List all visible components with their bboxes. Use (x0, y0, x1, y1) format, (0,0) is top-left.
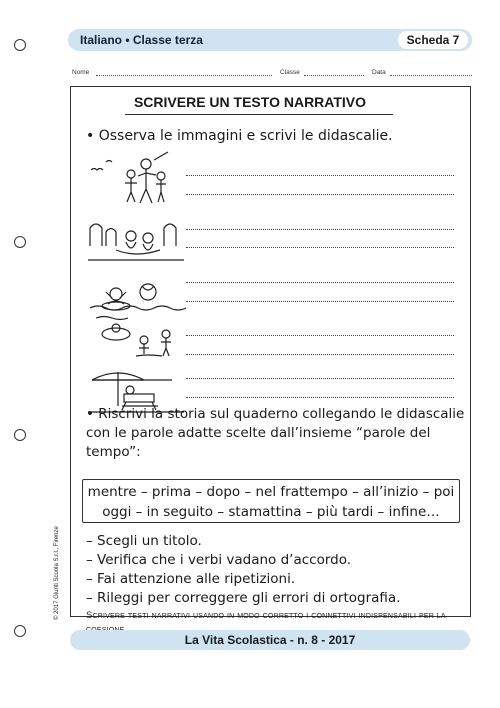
binder-hole (14, 625, 26, 637)
answer-line[interactable] (186, 397, 454, 398)
binder-hole (14, 429, 26, 441)
beach-children-illustration (86, 216, 186, 266)
binder-hole (14, 39, 26, 51)
time-words-line: mentre – prima – dopo – nel frattempo – all’inizio – poi (87, 484, 455, 500)
answer-line[interactable] (186, 247, 454, 248)
instruction-observe: • Osserva le immagini e scrivi le didascalie. (86, 128, 393, 144)
sheet-label: Scheda 7 (398, 31, 468, 49)
sea-swimming-illustration (86, 274, 186, 324)
family-walking-illustration (86, 150, 186, 212)
answer-line[interactable] (186, 194, 454, 195)
answer-line[interactable] (186, 175, 454, 176)
task-item: – Verifica che i verbi vadano d’accordo. (86, 552, 352, 568)
binder-hole (14, 236, 26, 248)
subject-label: Italiano • Classe terza (80, 33, 203, 47)
name-field[interactable] (96, 73, 272, 76)
swimming-ring-illustration (86, 320, 186, 362)
answer-line[interactable] (186, 378, 454, 379)
worksheet-title: SCRIVERE UN TESTO NARRATIVO (133, 94, 367, 110)
answer-line[interactable] (186, 354, 454, 355)
task-list (86, 532, 401, 608)
date-field[interactable] (390, 73, 472, 76)
answer-line[interactable] (186, 335, 454, 336)
footer-bar: La Vita Scolastica - n. 8 - 2017 (70, 630, 470, 650)
class-field[interactable] (304, 73, 364, 76)
answer-line[interactable] (186, 229, 454, 230)
task-item: – Fai attenzione alle ripetizioni. (86, 571, 296, 587)
class-label: Classe (280, 69, 300, 76)
time-words-line: oggi – in seguito – stamattina – più tardi – infine… (102, 504, 440, 520)
answer-line[interactable] (186, 282, 454, 283)
title-underline (125, 114, 393, 115)
time-words-box (82, 479, 460, 523)
task-item: – Scegli un titolo. (86, 533, 202, 549)
instruction-rewrite: • Riscrivi la storia sul quaderno collegando le didascalie con le parole adatte scelte dall’insieme “parole del tempo”: (86, 406, 465, 460)
copyright-text: © 2017 Giunti Scuola S.r.l., Firenze (54, 526, 60, 620)
answer-line[interactable] (186, 301, 454, 302)
date-label: Data (372, 69, 386, 76)
task-item: – Rileggi per correggere gli errori di ortografia. (86, 590, 401, 606)
objective-note: Scrivere testi narrativi usando in modo corretto i connettivi indispensabili per la (86, 610, 446, 621)
name-label: Nome (72, 69, 90, 76)
